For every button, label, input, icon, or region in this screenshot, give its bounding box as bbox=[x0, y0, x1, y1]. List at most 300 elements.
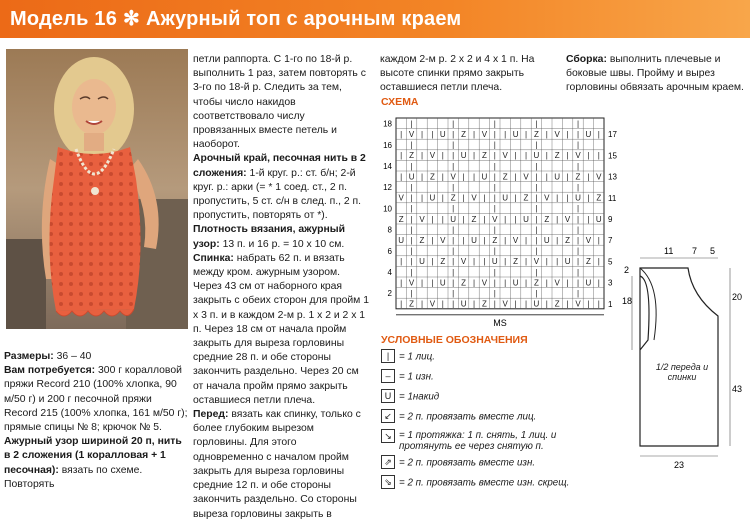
dim-left-18: 18 bbox=[622, 296, 633, 306]
density-value: 13 п. и 16 р. = 10 х 10 см. bbox=[222, 238, 345, 250]
chart-stitch-symbol: | bbox=[514, 193, 517, 203]
chart-stitch-symbol: | bbox=[420, 172, 424, 182]
chart-stitch-symbol: | bbox=[514, 299, 517, 309]
chart-stitch-symbol: | bbox=[566, 130, 569, 139]
chart-stitch-symbol: Z bbox=[398, 214, 404, 224]
chart-stitch-symbol: V bbox=[596, 172, 602, 182]
chart-stitch-symbol: U bbox=[419, 257, 425, 267]
chart-stitch-symbol: | bbox=[587, 151, 590, 161]
chart-stitch-symbol: | bbox=[441, 299, 444, 309]
chart-stitch-symbol: | bbox=[472, 257, 476, 267]
chart-stitch-symbol: | bbox=[566, 193, 569, 203]
chart-stitch-symbol: | bbox=[472, 278, 476, 288]
chart-stitch-symbol: | bbox=[524, 278, 528, 288]
legend-list bbox=[381, 350, 571, 496]
chart-row-label-left: 16 bbox=[383, 140, 392, 150]
chart-stitch-symbol: | bbox=[504, 257, 507, 267]
chart-stitch-symbol: | bbox=[452, 289, 455, 298]
chart-stitch-symbol: | bbox=[410, 204, 413, 214]
chart-stitch-symbol: | bbox=[420, 299, 424, 309]
chart-stitch-symbol: | bbox=[483, 257, 486, 267]
chart-row-label-left: 4 bbox=[387, 268, 392, 277]
chart-stitch-symbol: V bbox=[544, 193, 550, 203]
needs-value: 300 г коралловой пряжи Record 210 (100% хлопка, 90 м/50 г) и 200 г песочной пряжи Record 215 (100% хлопка, 161 м/50 г); прямые спицы № 8; крючок № 5. bbox=[4, 365, 188, 434]
chart-stitch-symbol: | bbox=[524, 130, 528, 139]
chart-stitch-symbol: | bbox=[452, 267, 455, 277]
chart-stitch-symbol: V bbox=[502, 299, 508, 309]
chart-stitch-symbol: | bbox=[493, 267, 496, 277]
chart-stitch-symbol: | bbox=[504, 236, 507, 245]
legend-text: = 2 п. провязать вместе изн. скрещ. bbox=[399, 477, 570, 489]
chart-stitch-symbol: | bbox=[452, 299, 455, 309]
chart-stitch-symbol: | bbox=[452, 278, 455, 288]
chart-stitch-symbol: U bbox=[471, 236, 477, 245]
chart-stitch-symbol: | bbox=[587, 193, 590, 203]
chart-row-label-right: 9 bbox=[608, 215, 613, 224]
chart-stitch-symbol: | bbox=[472, 172, 476, 182]
chart-stitch-symbol: | bbox=[535, 119, 538, 129]
chart-stitch-symbol: V bbox=[523, 172, 529, 182]
chart-stitch-symbol: | bbox=[420, 193, 424, 203]
chart-stitch-symbol: U bbox=[460, 151, 467, 161]
chart-stitch-symbol: V bbox=[440, 236, 446, 245]
chart-stitch-symbol: | bbox=[535, 236, 538, 245]
chart-stitch-symbol: | bbox=[597, 130, 600, 139]
chart-stitch-symbol: Z bbox=[533, 130, 539, 139]
chart-stitch-symbol: | bbox=[472, 130, 476, 139]
chart-stitch-symbol: | bbox=[441, 151, 444, 161]
chart-stitch-symbol: V bbox=[471, 193, 477, 203]
chart-row-label-right: 5 bbox=[608, 257, 613, 267]
chart-stitch-symbol: | bbox=[597, 151, 600, 161]
chart-stitch-symbol: | bbox=[576, 140, 580, 150]
chart-stitch-symbol: Z bbox=[513, 257, 519, 267]
chart-row-label-left: 2 bbox=[387, 289, 392, 299]
chart-stitch-symbol: V bbox=[585, 236, 592, 245]
legend-item bbox=[381, 430, 571, 452]
chart-stitch-symbol: | bbox=[514, 172, 517, 182]
chart-stitch-symbol: | bbox=[462, 193, 465, 203]
chart-stitch-symbol: Z bbox=[409, 151, 415, 161]
chart-stitch-symbol: | bbox=[410, 267, 413, 277]
legend-item bbox=[381, 350, 571, 364]
chart-stitch-symbol: | bbox=[576, 204, 580, 214]
front-value: вязать как спинку, только с более глубоким вырезом горловины. Для этого одновременно с началом пройм закрыть для выреза горловины средние 12 п. и обе стороны закончить раздельно. Со стороны выреза горловины закрыть в bbox=[193, 409, 361, 520]
chart-row-label-right: 11 bbox=[608, 193, 617, 203]
chart-stitch-symbol: | bbox=[576, 267, 580, 277]
chart-stitch-symbol: | bbox=[556, 214, 559, 224]
chart-stitch-symbol: | bbox=[452, 183, 455, 192]
chart-stitch-symbol: | bbox=[535, 172, 538, 182]
sizes-label: Размеры: bbox=[4, 351, 54, 362]
chart-stitch-symbol: | bbox=[576, 183, 580, 192]
chart-stitch-symbol: | bbox=[535, 246, 538, 256]
chart-stitch-symbol: | bbox=[576, 278, 580, 288]
chart-stitch-symbol: | bbox=[410, 236, 413, 245]
chart-row-label-left: 18 bbox=[383, 119, 392, 129]
chart-stitch-symbol: U bbox=[429, 193, 436, 203]
chart-stitch-symbol: | bbox=[524, 257, 528, 267]
chart-stitch-symbol: | bbox=[597, 257, 600, 267]
chart-stitch-symbol: U bbox=[523, 214, 529, 224]
chart-stitch-symbol: V bbox=[564, 214, 571, 224]
chart-stitch-symbol: V bbox=[429, 151, 436, 161]
chart-row-label-left: 8 bbox=[387, 225, 392, 235]
chart-stitch-symbol: Z bbox=[596, 193, 602, 203]
assembly-label: Сборка: bbox=[566, 54, 607, 65]
chart-stitch-symbol: V bbox=[492, 214, 498, 224]
chart-stitch-symbol: Z bbox=[502, 172, 508, 182]
chart-stitch-symbol: | bbox=[441, 193, 444, 203]
chart-stitch-symbol: | bbox=[452, 151, 455, 161]
chart-stitch-symbol: V bbox=[429, 299, 436, 309]
chart-stitch-symbol: | bbox=[493, 289, 496, 298]
chart-stitch-symbol: V bbox=[481, 130, 488, 139]
chart-stitch-symbol: | bbox=[431, 214, 434, 224]
chart-stitch-symbol: U bbox=[398, 236, 405, 245]
legend-item bbox=[381, 456, 571, 470]
pattern-value: вязать по схеме. Повторять bbox=[4, 464, 143, 490]
chart-stitch-symbol: U bbox=[408, 172, 415, 182]
chart-stitch-symbol: U bbox=[512, 130, 519, 139]
chart-stitch-symbol: | bbox=[452, 161, 455, 171]
dim-bottom-23: 23 bbox=[674, 460, 685, 470]
chart-stitch-symbol: | bbox=[493, 246, 496, 256]
chart-stitch-symbol: | bbox=[556, 257, 559, 267]
chart-stitch-symbol: | bbox=[524, 151, 528, 161]
chart-stitch-symbol: | bbox=[524, 299, 528, 309]
chart-stitch-symbol: | bbox=[472, 299, 476, 309]
chart-stitch-symbol: U bbox=[564, 257, 571, 267]
chart-stitch-symbol: U bbox=[585, 130, 592, 139]
chart-stitch-symbol: | bbox=[545, 257, 548, 267]
chart-stitch-symbol: V bbox=[408, 130, 415, 139]
chart-stitch-symbol: V bbox=[419, 214, 425, 224]
schematic-outline bbox=[640, 268, 718, 446]
chart-stitch-symbol: | bbox=[545, 130, 548, 139]
photo-illustration bbox=[6, 49, 188, 329]
chart-stitch-symbol: | bbox=[566, 172, 569, 182]
chart-stitch-symbol: U bbox=[439, 278, 446, 288]
chart-stitch-symbol: | bbox=[576, 257, 580, 267]
density-label: Плотность вязания, ажурный узор: bbox=[193, 224, 346, 250]
chart-stitch-symbol: | bbox=[462, 236, 465, 245]
chart-stitch-symbol: | bbox=[493, 183, 496, 192]
chart-stitch-symbol: | bbox=[483, 193, 486, 203]
chart-stitch-symbol: U bbox=[543, 236, 550, 245]
chart-stitch-symbol: U bbox=[533, 299, 540, 309]
garment-schematic bbox=[622, 240, 750, 480]
chart-stitch-symbol: | bbox=[493, 299, 496, 309]
chart-stitch-symbol: Z bbox=[575, 172, 581, 182]
chart-stitch-symbol: | bbox=[587, 214, 590, 224]
chart-row-label-left: 10 bbox=[383, 204, 392, 214]
chart-stitch-symbol: | bbox=[400, 278, 403, 288]
chart-row-label-right: 7 bbox=[608, 236, 613, 246]
chart-stitch-symbol: | bbox=[452, 119, 455, 129]
chart-stitch-symbol: Z bbox=[544, 214, 550, 224]
chart-stitch-symbol: | bbox=[545, 151, 548, 161]
chart-stitch-symbol: Z bbox=[492, 236, 498, 245]
dim-top-5: 5 bbox=[710, 246, 716, 256]
dim-right-20: 20 bbox=[732, 292, 743, 302]
chart-stitch-symbol: U bbox=[533, 151, 540, 161]
chart-stitch-symbol: | bbox=[493, 204, 496, 214]
rapport-paragraph: петли раппорта. С 1-го по 18-й р. выполнить 1 раз, затем повторять с 3-го по 18-й р. Следить за тем, чтобы число накидов соответствовало числу провязанных вместе петель и наоборот. bbox=[193, 54, 366, 151]
chart-stitch-symbol: | bbox=[431, 257, 434, 267]
chart-stitch-symbol: | bbox=[410, 140, 413, 150]
schematic-caption: 1/2 переда и спинки bbox=[655, 362, 709, 382]
arch-edge-label: Арочный край, песочная нить в 2 сложения: bbox=[193, 153, 366, 179]
chart-row-label-left: 12 bbox=[383, 183, 392, 193]
sizes-value: 36 – 40 bbox=[56, 351, 92, 362]
legend-text: = 1 лиц. bbox=[399, 351, 435, 363]
chart-stitch-symbol: | bbox=[535, 140, 538, 150]
chart-stitch-symbol: | bbox=[597, 299, 600, 309]
chart-stitch-symbol: Z bbox=[429, 172, 435, 182]
p2tog-icon: ⇗ bbox=[381, 455, 395, 469]
chart-stitch-symbol: Z bbox=[440, 257, 446, 267]
chart-stitch-symbol: | bbox=[420, 130, 424, 139]
chart-stitch-symbol: | bbox=[545, 299, 548, 309]
chart-stitch-symbol: Z bbox=[554, 299, 560, 309]
chart-stitch-symbol: | bbox=[514, 214, 517, 224]
legend-text: = 1 изн. bbox=[399, 371, 434, 383]
chart-stitch-symbol: | bbox=[535, 289, 538, 298]
chart-stitch-symbol: | bbox=[410, 161, 413, 171]
chart-stitch-symbol: V bbox=[460, 257, 467, 267]
chart-stitch-symbol: Z bbox=[481, 151, 487, 161]
legend-text: = 2 п. провязать вместе лиц. bbox=[399, 411, 537, 423]
chart-stitch-symbol: | bbox=[410, 214, 413, 224]
chart-stitch-symbol: | bbox=[431, 278, 434, 288]
chart-stitch-symbol: | bbox=[483, 236, 486, 245]
chart-stitch-symbol: V bbox=[408, 278, 415, 288]
chart-stitch-symbol: | bbox=[472, 151, 476, 161]
chart-stitch-symbol: V bbox=[502, 151, 508, 161]
chart-stitch-symbol: | bbox=[493, 140, 496, 150]
assembly-column bbox=[566, 53, 746, 96]
chart-stitch-symbol: | bbox=[493, 278, 496, 288]
chart-stitch-symbol: | bbox=[576, 130, 580, 139]
chart-stitch-symbol: | bbox=[524, 236, 528, 245]
pattern-label: Ажурный узор шириной 20 п, нить в 2 сложения (1 коралловая + 1 песочная): bbox=[4, 436, 182, 476]
chart-stitch-symbol: V bbox=[398, 193, 404, 203]
chart-stitch-symbol: | bbox=[441, 214, 444, 224]
chart-stitch-symbol: | bbox=[410, 246, 413, 256]
chart-stitch-symbol: U bbox=[585, 278, 592, 288]
chart-stitch-symbol: | bbox=[410, 119, 413, 129]
chart-stitch-symbol: | bbox=[566, 278, 569, 288]
chart-stitch-symbol: V bbox=[512, 236, 519, 245]
chart-stitch-symbol: | bbox=[576, 246, 580, 256]
chart-stitch-symbol: Z bbox=[523, 193, 529, 203]
chart-stitch-symbol: | bbox=[576, 119, 580, 129]
instructions-column-3 bbox=[380, 53, 564, 96]
chart-row-label-right: 17 bbox=[608, 130, 617, 140]
chart-stitch-symbol: | bbox=[462, 172, 465, 182]
page-title bbox=[10, 6, 461, 31]
chart-stitch-symbol: | bbox=[493, 130, 496, 139]
chart-stitch-symbol: | bbox=[597, 236, 600, 245]
chart-stitch-symbol: | bbox=[556, 236, 559, 245]
needs-label: Вам потребуется: bbox=[4, 365, 96, 377]
chart-stitch-symbol: | bbox=[452, 246, 455, 256]
chart-stitch-symbol: V bbox=[554, 130, 560, 139]
chart-stitch-symbol: | bbox=[400, 151, 403, 161]
knit-stitch-icon: | bbox=[381, 349, 395, 363]
chart-stitch-symbol: | bbox=[452, 257, 455, 267]
chart-stitch-symbol: Z bbox=[471, 214, 477, 224]
chart-stitch-symbol: | bbox=[452, 236, 455, 245]
title-text: Ажурный топ с арочным краем bbox=[146, 8, 462, 30]
chart-stitch-symbol: | bbox=[535, 204, 538, 214]
chart-stitch-symbol: Z bbox=[565, 236, 571, 245]
chart-stitch-symbol: | bbox=[410, 289, 413, 298]
chart-stitch-symbol: | bbox=[462, 214, 465, 224]
chart-stitch-symbol: V bbox=[533, 257, 540, 267]
chart-stitch-symbol: | bbox=[504, 130, 507, 139]
chart-stitch-symbol: U bbox=[439, 130, 446, 139]
materials-column bbox=[4, 350, 188, 492]
p2tog-crossed-icon: ⇘ bbox=[381, 475, 395, 489]
chart-stitch-symbol: Z bbox=[419, 236, 425, 245]
chart-row-label-left: 14 bbox=[383, 162, 392, 171]
k2tog-icon: ↙ bbox=[381, 409, 395, 423]
schematic-caption-wrap bbox=[652, 362, 712, 394]
chart-row-label-right: 3 bbox=[608, 278, 613, 288]
chart-stitch-symbol: | bbox=[493, 225, 496, 235]
chart-stitch-symbol: U bbox=[554, 172, 561, 182]
chart-stitch-symbol: | bbox=[452, 204, 455, 214]
chart-stitch-symbol: | bbox=[535, 193, 538, 203]
chart-stitch-symbol: | bbox=[545, 278, 548, 288]
chart-stitch-symbol: | bbox=[576, 225, 580, 235]
chart-row-label-right: 15 bbox=[608, 151, 617, 161]
legend-item bbox=[381, 410, 571, 424]
chart-stitch-symbol: | bbox=[535, 161, 538, 171]
chart-stitch-symbol: U bbox=[512, 278, 519, 288]
chart-stitch-symbol: U bbox=[450, 214, 457, 224]
legend-item bbox=[381, 390, 571, 404]
knitting-chart bbox=[378, 108, 618, 333]
star-icon: ✻ bbox=[123, 8, 141, 30]
chart-stitch-symbol: U bbox=[491, 257, 498, 267]
legend-item bbox=[381, 476, 571, 490]
chart-stitch-symbol: | bbox=[535, 183, 538, 192]
chart-stitch-symbol: | bbox=[493, 161, 496, 171]
chart-stitch-symbol: | bbox=[400, 130, 403, 139]
chart-stitch-symbol: Z bbox=[461, 278, 467, 288]
chart-ms-label: MS bbox=[493, 317, 507, 328]
chart-stitch-symbol: | bbox=[410, 193, 413, 203]
chart-stitch-symbol: | bbox=[597, 278, 600, 288]
chart-stitch-symbol: | bbox=[483, 214, 486, 224]
chart-stitch-symbol: Z bbox=[585, 257, 591, 267]
legend-text: = 1накид bbox=[399, 391, 440, 403]
chart-stitch-symbol: | bbox=[493, 193, 496, 203]
arch-edge-value: 1-й круг. р.: ст. б/н; 2-й круг. р.: арки (= * 1 соед. ст., 2 п. пропустить, 5 ст. с/н в след. п., 2 п. пропустить, повторять от *). bbox=[193, 167, 362, 222]
chart-stitch-symbol: | bbox=[493, 172, 496, 182]
chart-stitch-symbol: V bbox=[575, 299, 581, 309]
dim-left-2: 2 bbox=[624, 265, 630, 275]
chart-stitch-symbol: U bbox=[595, 214, 602, 224]
chart-stitch-symbol: | bbox=[420, 151, 424, 161]
chart-stitch-symbol: | bbox=[576, 289, 580, 298]
model-number: Модель 16 bbox=[10, 8, 118, 30]
chart-stitch-symbol: | bbox=[576, 161, 580, 171]
chart-stitch-symbol: | bbox=[452, 225, 455, 235]
purl-stitch-icon: – bbox=[381, 369, 395, 383]
chart-stitch-symbol: | bbox=[535, 214, 538, 224]
chart-stitch-symbol: U bbox=[502, 193, 509, 203]
scheme-heading: СХЕМА bbox=[381, 96, 419, 108]
chart-stitch-symbol: | bbox=[431, 130, 434, 139]
chart-stitch-symbol: | bbox=[535, 225, 538, 235]
chart-stitch-symbol: V bbox=[575, 151, 581, 161]
chart-stitch-symbol: | bbox=[400, 299, 403, 309]
chart-stitch-symbol: | bbox=[545, 172, 548, 182]
back-value: набрать 62 п. и вязать между кром. ажурным узором. Через 43 см от наборного края закрыть с обеих сторон для пройм 1 х 3 п. и в каждом 2-м р. 1 х 2 и 2 х 1 п. Через 18 см от начала пройм закрыть для выреза горловины средние 28 п. и обе стороны закончить раздельно. Через 20 см от начала пройм прямо закрыть оставшиеся петли плеча. bbox=[193, 252, 369, 406]
chart-stitch-symbol: | bbox=[504, 278, 507, 288]
chart-stitch-symbol: | bbox=[420, 278, 424, 288]
chart-stitch-symbol: | bbox=[441, 172, 444, 182]
chart-stitch-symbol: | bbox=[566, 299, 569, 309]
legend-heading: УСЛОВНЫЕ ОБОЗНАЧЕНИЯ bbox=[381, 334, 528, 346]
shoulder-paragraph: каждом 2-м р. 2 х 2 и 4 х 1 п. На высоте спинки прямо закрыть оставшиеся петли плеча. bbox=[380, 54, 535, 94]
dim-side-43: 43 bbox=[732, 384, 743, 394]
chart-stitch-symbol: V bbox=[450, 172, 456, 182]
skp-icon: ↘ bbox=[381, 429, 395, 443]
chart-stitch-symbol: Z bbox=[554, 151, 560, 161]
chart-stitch-symbol: | bbox=[493, 119, 496, 129]
woman-in-coral-lace-top-photo bbox=[6, 49, 188, 329]
chart-stitch-symbol: | bbox=[410, 183, 413, 192]
chart-stitch-symbol: U bbox=[575, 193, 581, 203]
chart-stitch-symbol: | bbox=[504, 214, 507, 224]
chart-stitch-symbol: | bbox=[452, 130, 455, 139]
assembly-value: выполнить плечевые и боковые швы. Пройму и вырез горловины обвязать арочным краем. bbox=[566, 54, 744, 94]
chart-row-label-right: 13 bbox=[608, 172, 617, 182]
chart-stitch-symbol: Z bbox=[450, 193, 456, 203]
chart-stitch-symbol: | bbox=[587, 299, 590, 309]
chart-stitch-symbol: V bbox=[554, 278, 560, 288]
chart-stitch-symbol: | bbox=[576, 236, 580, 245]
chart-stitch-symbol: V bbox=[481, 278, 488, 288]
chart-stitch-symbol: | bbox=[535, 267, 538, 277]
chart-stitch-symbol: | bbox=[576, 214, 580, 224]
chart-stitch-symbol: | bbox=[400, 172, 403, 182]
front-label: Перед: bbox=[193, 409, 229, 421]
chart-stitch-symbol: Z bbox=[481, 299, 487, 309]
yarn-over-icon: U bbox=[381, 389, 395, 403]
chart-stitch-symbol: U bbox=[460, 299, 467, 309]
chart-row-label-left: 6 bbox=[387, 246, 392, 256]
chart-stitch-symbol: | bbox=[431, 236, 434, 245]
chart-stitch-symbol: | bbox=[400, 257, 403, 267]
chart-stitch-symbol: Z bbox=[409, 299, 415, 309]
chart-stitch-symbol: Z bbox=[461, 130, 467, 139]
chart-stitch-symbol: | bbox=[587, 172, 590, 182]
chart-stitch-symbol: | bbox=[566, 151, 569, 161]
chart-stitch-symbol: | bbox=[410, 257, 413, 267]
legend-item bbox=[381, 370, 571, 384]
chart-stitch-symbol: | bbox=[514, 151, 517, 161]
chart-stitch-symbol: | bbox=[410, 225, 413, 235]
chart-stitch-symbol: | bbox=[493, 151, 496, 161]
instructions-column-2 bbox=[193, 53, 369, 522]
chart-row-label-right: 1 bbox=[608, 299, 613, 309]
